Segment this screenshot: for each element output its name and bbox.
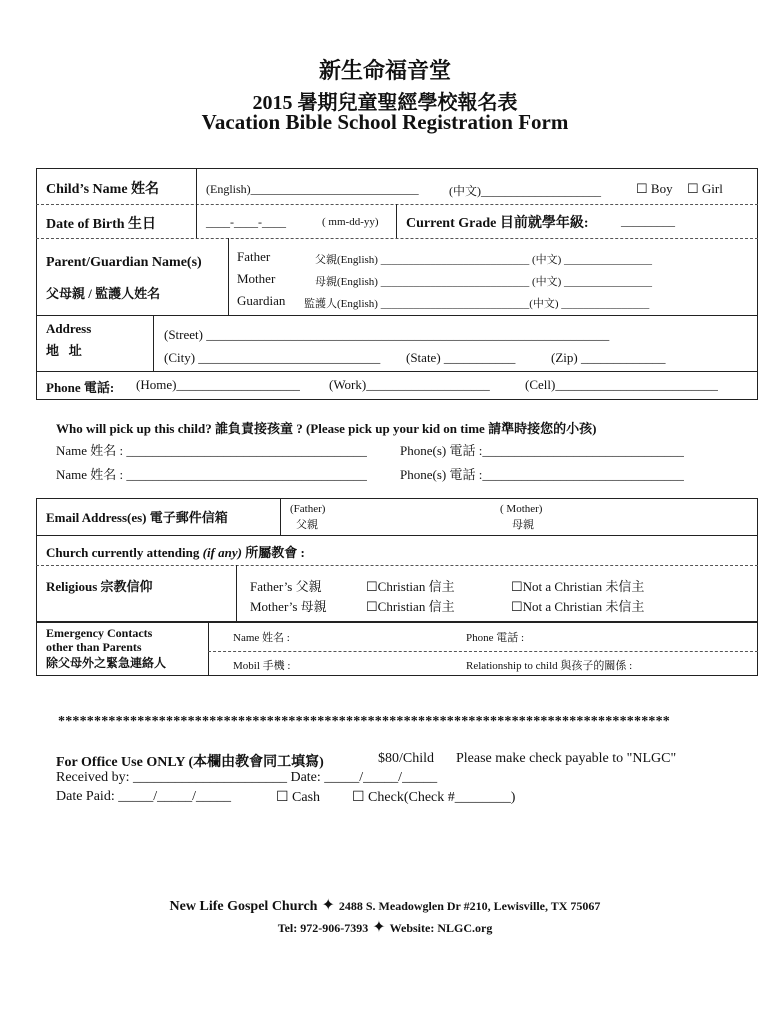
home-phone-field[interactable]: (Home)___________________ xyxy=(136,377,300,392)
pickup-name-field-2[interactable]: Name 姓名 : _____________________________________ xyxy=(56,467,367,482)
address-label-cn: 地 址 xyxy=(46,343,82,358)
footer-tel: Tel: 972-906-7393 xyxy=(277,921,369,935)
father-email-label: (Father) xyxy=(290,503,326,515)
mother-email-label-cn: 母親 xyxy=(512,519,534,531)
asterisk-divider: ************************************************************************************* xyxy=(58,714,670,729)
emergency-label-2: other than Parents xyxy=(46,640,142,654)
work-phone-field[interactable]: (Work)___________________ xyxy=(329,377,490,392)
cash-checkbox[interactable]: ☐ Cash xyxy=(276,790,321,805)
footer-church-name: New Life Gospel Church xyxy=(169,899,318,914)
parent-label-en: Parent/Guardian Name(s) xyxy=(46,255,202,270)
child-english-name-field[interactable]: (English)____________________________ xyxy=(206,182,419,196)
emergency-mobile-field[interactable]: Mobil 手機 : xyxy=(233,660,291,672)
father-label: Father xyxy=(237,249,271,264)
emergency-label-1: Emergency Contacts xyxy=(46,626,153,640)
church-chinese-name: 新生命福音堂 xyxy=(318,58,451,83)
form-title-english: Vacation Bible School Registration Form xyxy=(201,110,569,134)
pickup-name-field-1[interactable]: Name 姓名 : _____________________________________ xyxy=(56,443,367,458)
guardian-name-field[interactable]: 監護人(English) ___________________________(中文) ________________ xyxy=(304,298,650,310)
mother-religion-label: Mother’s 母親 xyxy=(250,599,327,614)
pickup-phone-field-2[interactable]: Phone(s) 電話 :_______________________________ xyxy=(400,467,684,482)
email-label: Email Address(es) 電子郵件信箱 xyxy=(46,510,228,525)
boy-checkbox[interactable]: ☐ Boy xyxy=(636,181,673,196)
mother-christian-checkbox[interactable]: ☐Christian 信主 xyxy=(366,599,455,614)
street-field[interactable]: (Street) ______________________________________________________________ xyxy=(164,327,610,342)
church-attending-label: Church currently attending (if any) 所屬教會 : xyxy=(46,545,305,560)
emergency-phone-field[interactable]: Phone 電話 : xyxy=(466,632,525,644)
father-not-christian-checkbox[interactable]: ☐Not a Christian 未信主 xyxy=(511,579,645,594)
check-payable-note: Please make check payable to "NLGC" xyxy=(456,751,677,766)
girl-checkbox[interactable]: ☐ Girl xyxy=(687,181,723,196)
form-title-chinese: 2015 暑期兒童聖經學校報名表 xyxy=(252,92,518,114)
star-separator-icon: ✦ xyxy=(321,897,335,914)
religious-label: Religious 宗教信仰 xyxy=(46,579,153,594)
footer-address: 2488 S. Meadowglen Dr #210, Lewisville, TX 75067 xyxy=(338,899,601,913)
guardian-label: Guardian xyxy=(237,293,286,308)
mother-name-field[interactable]: 母親(English) ___________________________ (中文) ________________ xyxy=(315,276,653,288)
zip-field[interactable]: (Zip) _____________ xyxy=(551,350,666,365)
mother-email-label: ( Mother) xyxy=(500,503,543,515)
mother-not-christian-checkbox[interactable]: ☐Not a Christian 未信主 xyxy=(511,599,645,614)
dob-field[interactable]: ____-____-____ xyxy=(206,215,286,229)
father-email-label-cn: 父親 xyxy=(296,519,318,531)
emergency-label-3: 除父母外之緊急連絡人 xyxy=(46,656,167,670)
fee-text: $80/Child xyxy=(378,751,435,766)
star-separator-icon: ✦ xyxy=(372,919,386,936)
address-label-en: Address xyxy=(46,321,92,336)
dob-label: Date of Birth 生日 xyxy=(46,217,157,232)
mother-label: Mother xyxy=(237,271,276,286)
current-grade-field[interactable]: _________ xyxy=(621,214,675,228)
father-religion-label: Father’s 父親 xyxy=(250,579,322,594)
footer-line-2 xyxy=(0,917,770,937)
father-name-field[interactable]: 父親(English) ___________________________ (中文) ________________ xyxy=(315,254,653,266)
cell-phone-field[interactable]: (Cell)_________________________ xyxy=(525,377,718,392)
pickup-phone-field-1[interactable]: Phone(s) 電話 :_______________________________ xyxy=(400,443,684,458)
current-grade-label: Current Grade 目前就學年級: xyxy=(406,216,589,231)
footer-line-1 xyxy=(0,895,770,915)
date-paid-field[interactable]: Date Paid: _____/_____/_____ xyxy=(56,789,231,804)
city-field[interactable]: (City) ____________________________ xyxy=(164,350,381,365)
child-name-label: Child’s Name 姓名 xyxy=(46,182,160,197)
received-by-field[interactable]: Received by: ______________________ Date: _____/_____/_____ xyxy=(56,770,438,785)
check-checkbox[interactable]: ☐ Check(Check #________) xyxy=(352,790,516,805)
emergency-relationship-field[interactable]: Relationship to child 與孩子的關係 : xyxy=(466,660,633,672)
emergency-name-field[interactable]: Name 姓名 : xyxy=(233,632,290,644)
parent-label-cn: 父母親 / 監護人姓名 xyxy=(46,286,161,301)
state-field[interactable]: (State) ___________ xyxy=(406,350,516,365)
office-use-label: For Office Use ONLY (本欄由教會同工填寫) xyxy=(56,755,324,770)
child-chinese-name-field[interactable]: (中文)____________________ xyxy=(449,184,601,198)
footer-website: Website: NLGC.org xyxy=(389,921,493,935)
father-christian-checkbox[interactable]: ☐Christian 信主 xyxy=(366,579,455,594)
phone-label: Phone 電話: xyxy=(46,380,115,395)
pickup-question: Who will pick up this child? 誰負責接孩童 ? (Please pick up your kid on time 請準時接您的小孩) xyxy=(56,421,597,436)
dob-format-hint: ( mm-dd-yy) xyxy=(322,216,379,228)
